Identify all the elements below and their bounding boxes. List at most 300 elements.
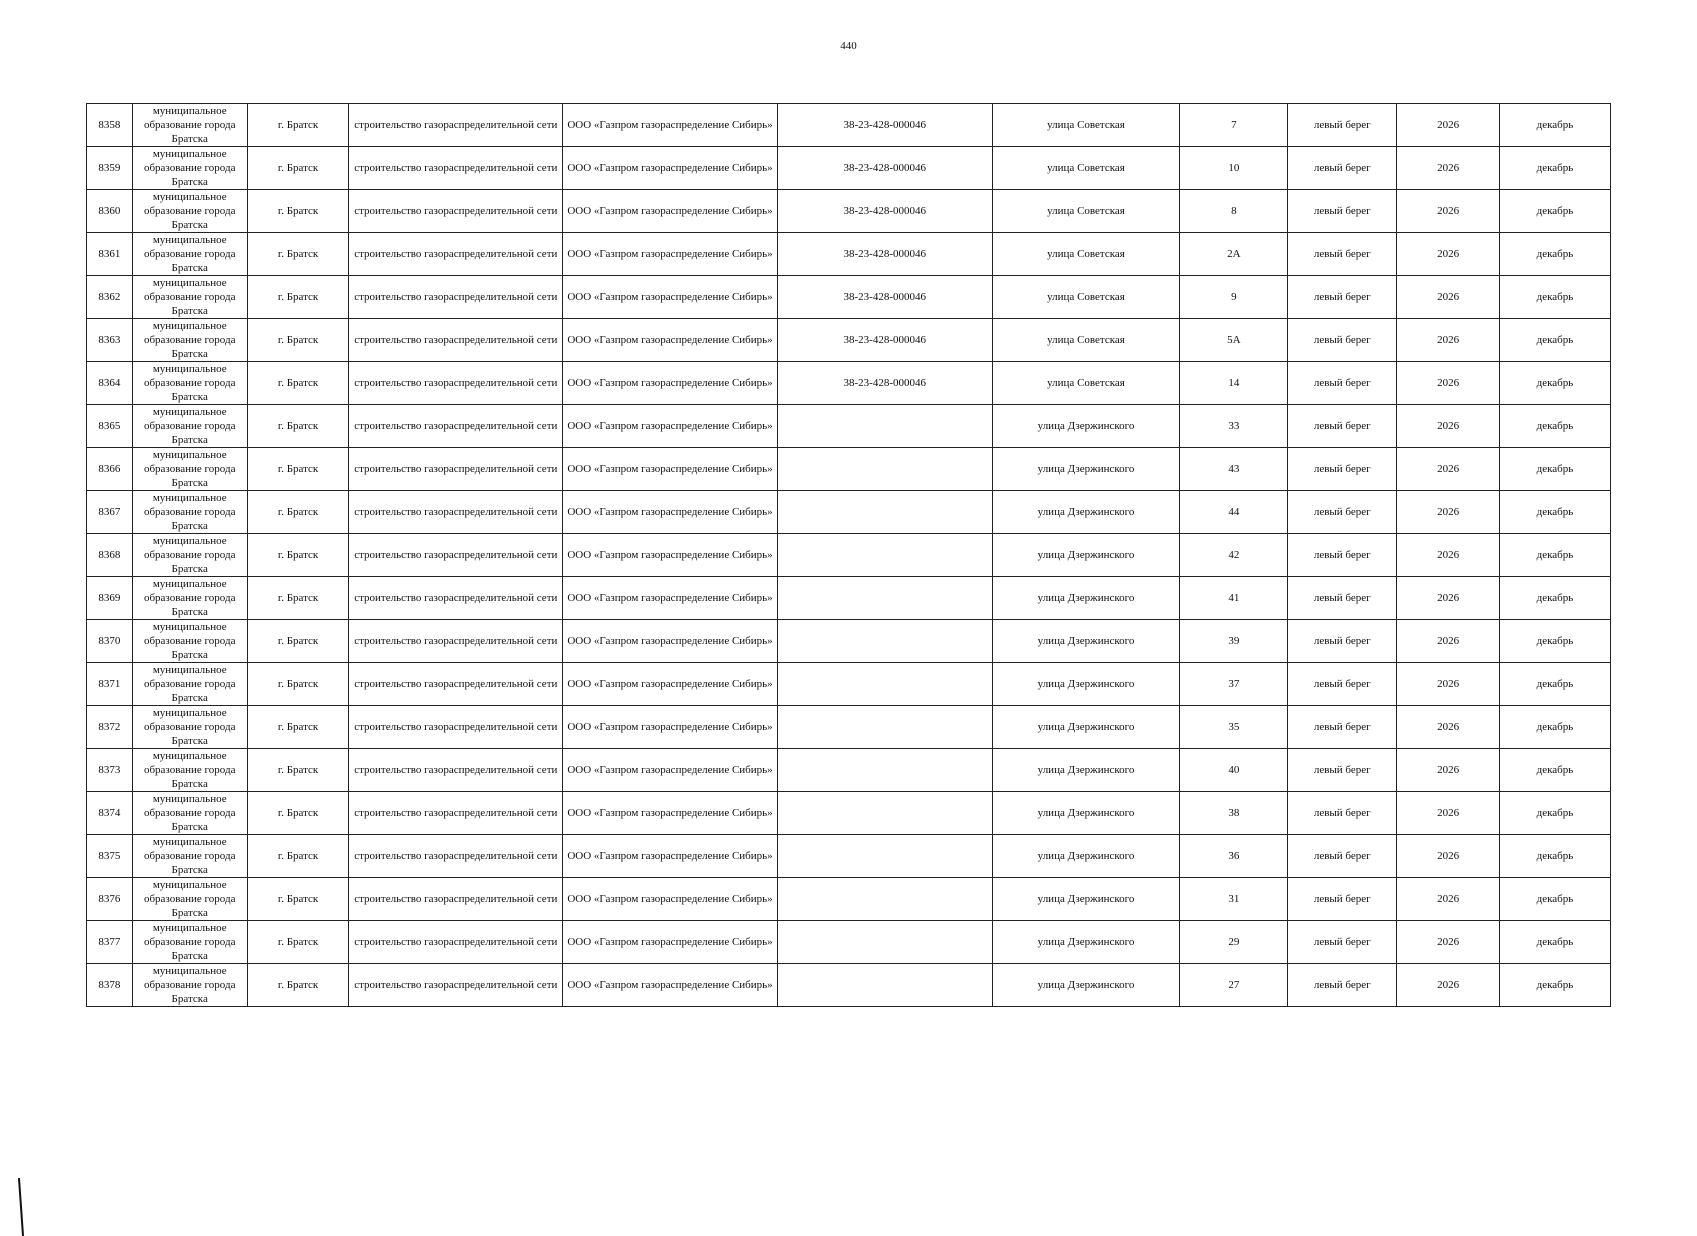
municipality-cell	[132, 577, 247, 620]
municipality-line: образование города	[143, 377, 236, 389]
year-cell: 2026	[1397, 620, 1500, 663]
year-cell: 2026	[1397, 964, 1500, 1007]
municipality-line: муниципальное	[152, 535, 227, 547]
street-cell: улица Дзержинского	[992, 706, 1180, 749]
municipality-cell	[132, 620, 247, 663]
district-cell: левый берег	[1288, 749, 1397, 792]
municipality-cell	[132, 964, 247, 1007]
table-row	[87, 921, 1611, 964]
municipality-line: образование города	[143, 291, 236, 303]
table-row	[87, 964, 1611, 1007]
work-type-cell: строительство газораспределительной сети	[349, 749, 563, 792]
municipality-line: образование города	[143, 506, 236, 518]
house-number-cell: 38	[1180, 792, 1288, 835]
municipality-cell	[132, 663, 247, 706]
municipality-cell	[132, 233, 247, 276]
organization-cell: ООО «Газпром газораспределение Сибирь»	[563, 448, 778, 491]
municipality-line: муниципальное	[152, 793, 227, 805]
object-code-cell	[777, 964, 992, 1007]
work-type-cell: строительство газораспределительной сети	[349, 663, 563, 706]
street-cell: улица Дзержинского	[992, 792, 1180, 835]
municipality-line: образование города	[143, 893, 236, 905]
city-cell: г. Братск	[247, 964, 349, 1007]
work-type-cell: строительство газораспределительной сети	[349, 878, 563, 921]
organization-cell: ООО «Газпром газораспределение Сибирь»	[563, 319, 778, 362]
object-code-cell	[777, 878, 992, 921]
street-cell: улица Дзержинского	[992, 921, 1180, 964]
house-number-cell: 33	[1180, 405, 1288, 448]
municipality-line: муниципальное	[152, 664, 227, 676]
work-type-cell: строительство газораспределительной сети	[349, 405, 563, 448]
table-row	[87, 319, 1611, 362]
house-number-cell: 35	[1180, 706, 1288, 749]
city-cell: г. Братск	[247, 620, 349, 663]
street-cell: улица Дзержинского	[992, 577, 1180, 620]
city-cell: г. Братск	[247, 878, 349, 921]
district-cell: левый берег	[1288, 362, 1397, 405]
street-cell: улица Дзержинского	[992, 620, 1180, 663]
municipality-line: муниципальное	[152, 492, 227, 504]
municipality-line: образование города	[143, 248, 236, 260]
street-cell: улица Советская	[992, 276, 1180, 319]
month-cell: декабрь	[1499, 921, 1610, 964]
municipality-line: образование города	[143, 420, 236, 432]
municipality-line: Братска	[171, 262, 208, 274]
municipality-line: муниципальное	[152, 105, 227, 117]
row-number-cell: 8373	[87, 749, 133, 792]
municipality-line: Братска	[171, 391, 208, 403]
year-cell: 2026	[1397, 405, 1500, 448]
house-number-cell: 7	[1180, 104, 1288, 147]
work-type-cell: строительство газораспределительной сети	[349, 104, 563, 147]
street-cell: улица Советская	[992, 319, 1180, 362]
object-code-cell: 38-23-428-000046	[777, 233, 992, 276]
house-number-cell: 44	[1180, 491, 1288, 534]
city-cell: г. Братск	[247, 792, 349, 835]
table-row	[87, 405, 1611, 448]
municipality-line: Братска	[171, 864, 208, 876]
municipality-line: Братска	[171, 993, 208, 1005]
organization-cell: ООО «Газпром газораспределение Сибирь»	[563, 147, 778, 190]
year-cell: 2026	[1397, 233, 1500, 276]
work-type-cell: строительство газораспределительной сети	[349, 233, 563, 276]
year-cell: 2026	[1397, 835, 1500, 878]
municipality-line: Братска	[171, 950, 208, 962]
district-cell: левый берег	[1288, 878, 1397, 921]
municipality-line: Братска	[171, 778, 208, 790]
year-cell: 2026	[1397, 362, 1500, 405]
row-number-cell: 8367	[87, 491, 133, 534]
object-code-cell: 38-23-428-000046	[777, 147, 992, 190]
municipality-line: Братска	[171, 606, 208, 618]
organization-cell: ООО «Газпром газораспределение Сибирь»	[563, 749, 778, 792]
district-cell: левый берег	[1288, 319, 1397, 362]
organization-cell: ООО «Газпром газораспределение Сибирь»	[563, 964, 778, 1007]
municipality-cell	[132, 792, 247, 835]
district-cell: левый берег	[1288, 792, 1397, 835]
street-cell: улица Дзержинского	[992, 878, 1180, 921]
row-number-cell: 8368	[87, 534, 133, 577]
organization-cell: ООО «Газпром газораспределение Сибирь»	[563, 104, 778, 147]
table-body	[87, 104, 1611, 1007]
organization-cell: ООО «Газпром газораспределение Сибирь»	[563, 491, 778, 534]
table-row	[87, 792, 1611, 835]
district-cell: левый берег	[1288, 233, 1397, 276]
organization-cell: ООО «Газпром газораспределение Сибирь»	[563, 405, 778, 448]
table-row	[87, 491, 1611, 534]
municipality-line: муниципальное	[152, 965, 227, 977]
month-cell: декабрь	[1499, 964, 1610, 1007]
municipality-line: образование города	[143, 334, 236, 346]
municipality-line: Братска	[171, 563, 208, 575]
table-row	[87, 577, 1611, 620]
municipality-line: образование города	[143, 162, 236, 174]
district-cell: левый берег	[1288, 147, 1397, 190]
year-cell: 2026	[1397, 319, 1500, 362]
object-code-cell: 38-23-428-000046	[777, 362, 992, 405]
object-code-cell: 38-23-428-000046	[777, 276, 992, 319]
municipality-line: Братска	[171, 133, 208, 145]
work-type-cell: строительство газораспределительной сети	[349, 147, 563, 190]
month-cell: декабрь	[1499, 663, 1610, 706]
work-type-cell: строительство газораспределительной сети	[349, 706, 563, 749]
municipality-line: Братска	[171, 649, 208, 661]
house-number-cell: 39	[1180, 620, 1288, 663]
work-type-cell: строительство газораспределительной сети	[349, 577, 563, 620]
district-cell: левый берег	[1288, 835, 1397, 878]
house-number-cell: 5А	[1180, 319, 1288, 362]
city-cell: г. Братск	[247, 706, 349, 749]
table-row	[87, 104, 1611, 147]
work-type-cell: строительство газораспределительной сети	[349, 190, 563, 233]
organization-cell: ООО «Газпром газораспределение Сибирь»	[563, 663, 778, 706]
year-cell: 2026	[1397, 276, 1500, 319]
table-row	[87, 534, 1611, 577]
municipality-line: муниципальное	[152, 836, 227, 848]
municipality-line: образование города	[143, 678, 236, 690]
object-code-cell: 38-23-428-000046	[777, 104, 992, 147]
house-number-cell: 40	[1180, 749, 1288, 792]
street-cell: улица Дзержинского	[992, 405, 1180, 448]
row-number-cell: 8365	[87, 405, 133, 448]
house-number-cell: 36	[1180, 835, 1288, 878]
city-cell: г. Братск	[247, 276, 349, 319]
month-cell: декабрь	[1499, 534, 1610, 577]
city-cell: г. Братск	[247, 319, 349, 362]
district-cell: левый берег	[1288, 448, 1397, 491]
municipality-line: Братска	[171, 434, 208, 446]
municipality-line: муниципальное	[152, 191, 227, 203]
municipality-line: образование города	[143, 549, 236, 561]
municipality-cell	[132, 835, 247, 878]
work-type-cell: строительство газораспределительной сети	[349, 448, 563, 491]
table-row	[87, 147, 1611, 190]
year-cell: 2026	[1397, 577, 1500, 620]
month-cell: декабрь	[1499, 276, 1610, 319]
municipality-line: муниципальное	[152, 320, 227, 332]
district-cell: левый берег	[1288, 921, 1397, 964]
house-number-cell: 42	[1180, 534, 1288, 577]
work-type-cell: строительство газораспределительной сети	[349, 534, 563, 577]
year-cell: 2026	[1397, 448, 1500, 491]
city-cell: г. Братск	[247, 663, 349, 706]
row-number-cell: 8374	[87, 792, 133, 835]
municipality-line: Братска	[171, 520, 208, 532]
street-cell: улица Советская	[992, 233, 1180, 276]
municipality-cell	[132, 104, 247, 147]
object-code-cell	[777, 706, 992, 749]
house-number-cell: 10	[1180, 147, 1288, 190]
municipality-line: муниципальное	[152, 922, 227, 934]
municipality-line: Братска	[171, 176, 208, 188]
city-cell: г. Братск	[247, 448, 349, 491]
month-cell: декабрь	[1499, 878, 1610, 921]
object-code-cell: 38-23-428-000046	[777, 190, 992, 233]
table-row	[87, 749, 1611, 792]
work-type-cell: строительство газораспределительной сети	[349, 276, 563, 319]
row-number-cell: 8376	[87, 878, 133, 921]
municipality-cell	[132, 190, 247, 233]
municipality-line: Братска	[171, 348, 208, 360]
organization-cell: ООО «Газпром газораспределение Сибирь»	[563, 362, 778, 405]
municipality-cell	[132, 534, 247, 577]
object-code-cell	[777, 663, 992, 706]
year-cell: 2026	[1397, 921, 1500, 964]
year-cell: 2026	[1397, 534, 1500, 577]
street-cell: улица Дзержинского	[992, 964, 1180, 1007]
city-cell: г. Братск	[247, 147, 349, 190]
organization-cell: ООО «Газпром газораспределение Сибирь»	[563, 620, 778, 663]
house-number-cell: 43	[1180, 448, 1288, 491]
street-cell: улица Советская	[992, 362, 1180, 405]
city-cell: г. Братск	[247, 921, 349, 964]
object-code-cell	[777, 577, 992, 620]
city-cell: г. Братск	[247, 405, 349, 448]
organization-cell: ООО «Газпром газораспределение Сибирь»	[563, 276, 778, 319]
object-code-cell	[777, 448, 992, 491]
row-number-cell: 8372	[87, 706, 133, 749]
municipality-line: муниципальное	[152, 707, 227, 719]
row-number-cell: 8377	[87, 921, 133, 964]
street-cell: улица Дзержинского	[992, 448, 1180, 491]
municipality-line: муниципальное	[152, 621, 227, 633]
municipality-line: образование города	[143, 463, 236, 475]
month-cell: декабрь	[1499, 362, 1610, 405]
month-cell: декабрь	[1499, 577, 1610, 620]
month-cell: декабрь	[1499, 491, 1610, 534]
municipality-line: образование города	[143, 764, 236, 776]
city-cell: г. Братск	[247, 104, 349, 147]
municipality-cell	[132, 491, 247, 534]
city-cell: г. Братск	[247, 577, 349, 620]
data-table	[86, 103, 1611, 1007]
house-number-cell: 41	[1180, 577, 1288, 620]
work-type-cell: строительство газораспределительной сети	[349, 319, 563, 362]
page-number: 440	[840, 40, 857, 52]
object-code-cell	[777, 620, 992, 663]
street-cell: улица Дзержинского	[992, 835, 1180, 878]
municipality-line: образование города	[143, 807, 236, 819]
district-cell: левый берег	[1288, 190, 1397, 233]
municipality-cell	[132, 276, 247, 319]
municipality-line: Братска	[171, 907, 208, 919]
table-row	[87, 362, 1611, 405]
municipality-cell	[132, 921, 247, 964]
municipality-line: образование города	[143, 721, 236, 733]
month-cell: декабрь	[1499, 792, 1610, 835]
municipality-line: муниципальное	[152, 406, 227, 418]
district-cell: левый берег	[1288, 104, 1397, 147]
organization-cell: ООО «Газпром газораспределение Сибирь»	[563, 792, 778, 835]
organization-cell: ООО «Газпром газораспределение Сибирь»	[563, 190, 778, 233]
object-code-cell	[777, 405, 992, 448]
city-cell: г. Братск	[247, 835, 349, 878]
table-row	[87, 663, 1611, 706]
municipality-line: муниципальное	[152, 363, 227, 375]
district-cell: левый берег	[1288, 534, 1397, 577]
row-number-cell: 8364	[87, 362, 133, 405]
city-cell: г. Братск	[247, 233, 349, 276]
municipality-line: образование города	[143, 592, 236, 604]
row-number-cell: 8369	[87, 577, 133, 620]
organization-cell: ООО «Газпром газораспределение Сибирь»	[563, 835, 778, 878]
house-number-cell: 31	[1180, 878, 1288, 921]
month-cell: декабрь	[1499, 706, 1610, 749]
month-cell: декабрь	[1499, 233, 1610, 276]
month-cell: декабрь	[1499, 190, 1610, 233]
district-cell: левый берег	[1288, 620, 1397, 663]
year-cell: 2026	[1397, 190, 1500, 233]
district-cell: левый берег	[1288, 491, 1397, 534]
municipality-line: муниципальное	[152, 277, 227, 289]
work-type-cell: строительство газораспределительной сети	[349, 362, 563, 405]
district-cell: левый берег	[1288, 706, 1397, 749]
street-cell: улица Советская	[992, 190, 1180, 233]
row-number-cell: 8378	[87, 964, 133, 1007]
organization-cell: ООО «Газпром газораспределение Сибирь»	[563, 233, 778, 276]
object-code-cell	[777, 921, 992, 964]
table-row	[87, 190, 1611, 233]
object-code-cell	[777, 792, 992, 835]
month-cell: декабрь	[1499, 749, 1610, 792]
municipality-line: муниципальное	[152, 449, 227, 461]
municipality-line: образование города	[143, 119, 236, 131]
organization-cell: ООО «Газпром газораспределение Сибирь»	[563, 534, 778, 577]
table-row	[87, 448, 1611, 491]
table-row	[87, 620, 1611, 663]
street-cell: улица Дзержинского	[992, 534, 1180, 577]
municipality-line: Братска	[171, 305, 208, 317]
district-cell: левый берег	[1288, 276, 1397, 319]
work-type-cell: строительство газораспределительной сети	[349, 835, 563, 878]
row-number-cell: 8370	[87, 620, 133, 663]
month-cell: декабрь	[1499, 620, 1610, 663]
municipality-cell	[132, 319, 247, 362]
municipality-line: Братска	[171, 821, 208, 833]
row-number-cell: 8363	[87, 319, 133, 362]
municipality-line: образование города	[143, 635, 236, 647]
year-cell: 2026	[1397, 147, 1500, 190]
house-number-cell: 8	[1180, 190, 1288, 233]
month-cell: декабрь	[1499, 405, 1610, 448]
municipality-line: образование города	[143, 205, 236, 217]
row-number-cell: 8360	[87, 190, 133, 233]
municipality-line: образование города	[143, 936, 236, 948]
row-number-cell: 8359	[87, 147, 133, 190]
city-cell: г. Братск	[247, 190, 349, 233]
object-code-cell	[777, 491, 992, 534]
organization-cell: ООО «Газпром газораспределение Сибирь»	[563, 577, 778, 620]
year-cell: 2026	[1397, 104, 1500, 147]
organization-cell: ООО «Газпром газораспределение Сибирь»	[563, 706, 778, 749]
organization-cell: ООО «Газпром газораспределение Сибирь»	[563, 878, 778, 921]
city-cell: г. Братск	[247, 534, 349, 577]
row-number-cell: 8361	[87, 233, 133, 276]
table-row	[87, 835, 1611, 878]
municipality-cell	[132, 362, 247, 405]
house-number-cell: 29	[1180, 921, 1288, 964]
house-number-cell: 27	[1180, 964, 1288, 1007]
work-type-cell: строительство газораспределительной сети	[349, 792, 563, 835]
row-number-cell: 8366	[87, 448, 133, 491]
street-cell: улица Советская	[992, 147, 1180, 190]
municipality-cell	[132, 405, 247, 448]
municipality-cell	[132, 706, 247, 749]
municipality-line: муниципальное	[152, 148, 227, 160]
margin-mark	[18, 1178, 24, 1236]
year-cell: 2026	[1397, 792, 1500, 835]
table-row	[87, 878, 1611, 921]
district-cell: левый берег	[1288, 577, 1397, 620]
month-cell: декабрь	[1499, 448, 1610, 491]
city-cell: г. Братск	[247, 749, 349, 792]
municipality-line: муниципальное	[152, 879, 227, 891]
street-cell: улица Дзержинского	[992, 749, 1180, 792]
row-number-cell: 8375	[87, 835, 133, 878]
municipality-cell	[132, 147, 247, 190]
work-type-cell: строительство газораспределительной сети	[349, 964, 563, 1007]
month-cell: декабрь	[1499, 319, 1610, 362]
year-cell: 2026	[1397, 749, 1500, 792]
house-number-cell: 2А	[1180, 233, 1288, 276]
table-row	[87, 276, 1611, 319]
year-cell: 2026	[1397, 663, 1500, 706]
district-cell: левый берег	[1288, 964, 1397, 1007]
municipality-line: образование города	[143, 979, 236, 991]
month-cell: декабрь	[1499, 147, 1610, 190]
row-number-cell: 8358	[87, 104, 133, 147]
work-type-cell: строительство газораспределительной сети	[349, 620, 563, 663]
object-code-cell	[777, 749, 992, 792]
year-cell: 2026	[1397, 878, 1500, 921]
municipality-line: Братска	[171, 735, 208, 747]
municipality-cell	[132, 448, 247, 491]
municipality-line: Братска	[171, 477, 208, 489]
object-code-cell	[777, 835, 992, 878]
district-cell: левый берег	[1288, 405, 1397, 448]
organization-cell: ООО «Газпром газораспределение Сибирь»	[563, 921, 778, 964]
house-number-cell: 9	[1180, 276, 1288, 319]
municipality-line: образование города	[143, 850, 236, 862]
year-cell: 2026	[1397, 491, 1500, 534]
municipality-line: Братска	[171, 692, 208, 704]
municipality-cell	[132, 749, 247, 792]
month-cell: декабрь	[1499, 835, 1610, 878]
table-row	[87, 233, 1611, 276]
row-number-cell: 8362	[87, 276, 133, 319]
house-number-cell: 14	[1180, 362, 1288, 405]
year-cell: 2026	[1397, 706, 1500, 749]
